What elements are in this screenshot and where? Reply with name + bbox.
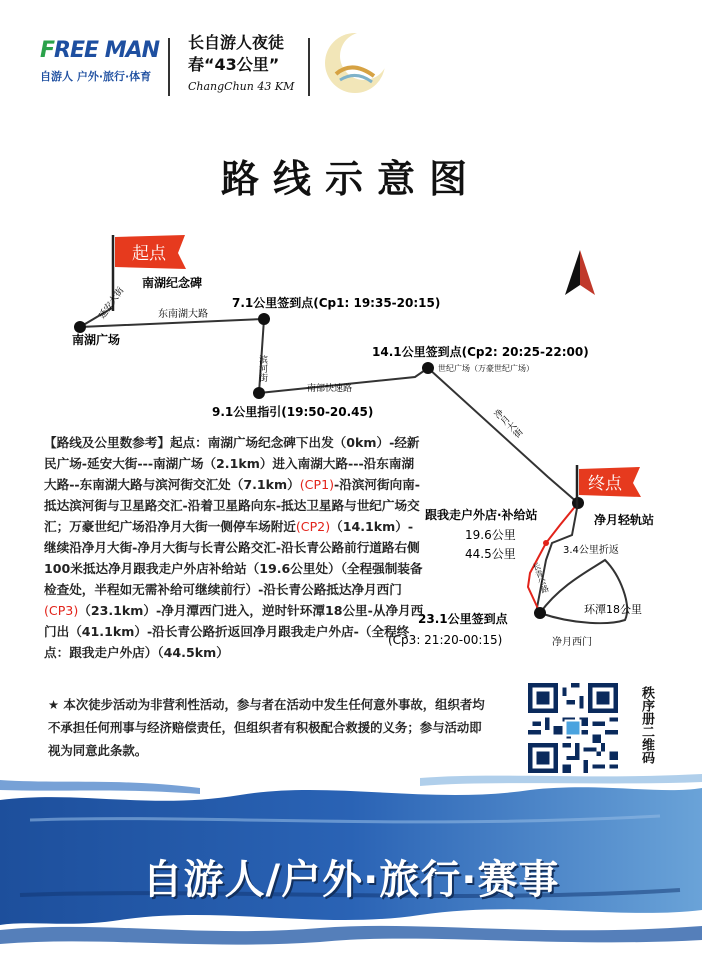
page-title: 路线示意图: [220, 157, 481, 201]
node-cp3: [534, 607, 546, 619]
node-cp2: [422, 362, 434, 374]
label-road-changqing: 长青公路: [530, 561, 551, 595]
route-cp3-marker: (CP3): [44, 603, 79, 618]
route-text-2: -沿滨河街向南-抵达滨河街与卫星路交汇-沿着卫星路向东-抵达卫星路与世纪广场交汇；万豪世纪广场沿净月大街一侧停车场附近: [44, 477, 421, 534]
event-title-line2: 春“43公里”: [188, 55, 280, 74]
label-huantan: 环潭18公里: [584, 603, 642, 616]
end-flag-label: 终点: [588, 474, 622, 494]
label-road-binhe: 滨河街: [257, 355, 267, 382]
route-text-4: （23.1km）-净月潭西门进入，逆时针环潭18公里-从净月西门出（41.1km）-沿长青公路折返回净月跟我走户外店-（全程终点：跟我走户外店）（44.5km）: [44, 603, 424, 660]
label-supply-km1: 19.6公里: [465, 528, 516, 542]
route-cp2-marker: (CP2): [295, 519, 331, 534]
label-century-square: 世纪广场（万豪世纪广场）: [438, 364, 534, 373]
label-road-jingyue: 净月大街: [490, 407, 524, 441]
label-turnaround: 3.4公里折返: [563, 545, 619, 556]
header-divider-2: [308, 38, 310, 96]
label-jingyue-west-gate: 净月西门: [552, 637, 592, 648]
node-turnaround: [543, 540, 549, 546]
label-cp1: 7.1公里签到点(Cp1: 19:35-20:15): [232, 296, 441, 310]
event-title-line1: 长自游人夜徒: [188, 33, 285, 52]
label-supply-km2: 44.5公里: [465, 547, 516, 561]
header: [0, 0, 702, 120]
moon-emblem-icon: [322, 30, 388, 96]
route-text-3: （14.1km）-继续沿净月大街-净月大街与长青公路交汇-沿长青公路前行道路右侧100米抵达净月跟我走户外店补给站（19.6公里处）（全程强制装备检查处，半程如无需补给可继续前行）-沿长青公路抵达净月西门: [44, 519, 423, 597]
label-road-nanbu: 南部快速路: [307, 384, 353, 394]
event-subtitle: ChangChun 43 KM: [188, 80, 295, 93]
header-divider: [168, 38, 170, 96]
start-flag-label: 起点: [132, 244, 166, 264]
freeman-logo: FREE MAN 自游人 户外·旅行·体育: [40, 38, 160, 83]
freeman-tagline: 自游人 户外·旅行·体育: [40, 70, 152, 83]
north-arrow-icon: [565, 250, 595, 295]
label-cp3-km: 23.1公里签到点: [418, 612, 508, 626]
qr-code-icon[interactable]: [528, 683, 618, 773]
route-description: [44, 432, 424, 663]
label-cp2: 14.1公里签到点(Cp2: 20:25-22:00): [372, 345, 589, 359]
label-start-monument: 南湖纪念碑: [142, 276, 203, 290]
disclaimer: ★ 本次徒步活动为非营利性活动，参与者在活动中发生任何意外事故，组织者均不承担任何刑事与经济赔偿责任，但组织者有积极配合救援的义务；参与活动即视为同意此条款。: [48, 697, 485, 758]
route-changqing: [536, 503, 578, 613]
route-text-1: 【路线及公里数参考】起点：南湖广场纪念碑下出发（0km）-经新民广场-延安大街---南湖广场（2.1km）进入南湖大路---沿东南湖大路--东南湖大路与滨河街交汇处（7.1km）: [44, 435, 420, 492]
label-nanhu-square: 南湖广场: [72, 333, 121, 347]
slogan: 自游人/户外·旅行·赛事: [142, 857, 560, 903]
route-cp1-marker: (CP1): [299, 477, 334, 492]
label-jingyue-station: 净月轻轨站: [594, 513, 655, 527]
changchun-43km-logo: [188, 30, 308, 96]
label-road-yanan: 延安大街: [97, 285, 127, 322]
qr-label: 秩序册二维码: [639, 686, 654, 764]
node-nanhu-square: [74, 321, 86, 333]
node-cp1: [258, 313, 270, 325]
label-road-dongnanhu: 东南湖大路: [158, 309, 208, 320]
label-guide: 9.1公里指引(19:50-20.45): [212, 405, 374, 419]
node-guide: [253, 387, 265, 399]
label-cp3-time: (Cp3: 21:20-00:15): [388, 633, 503, 647]
label-supply-store: 跟我走户外店·补给站: [425, 508, 538, 522]
